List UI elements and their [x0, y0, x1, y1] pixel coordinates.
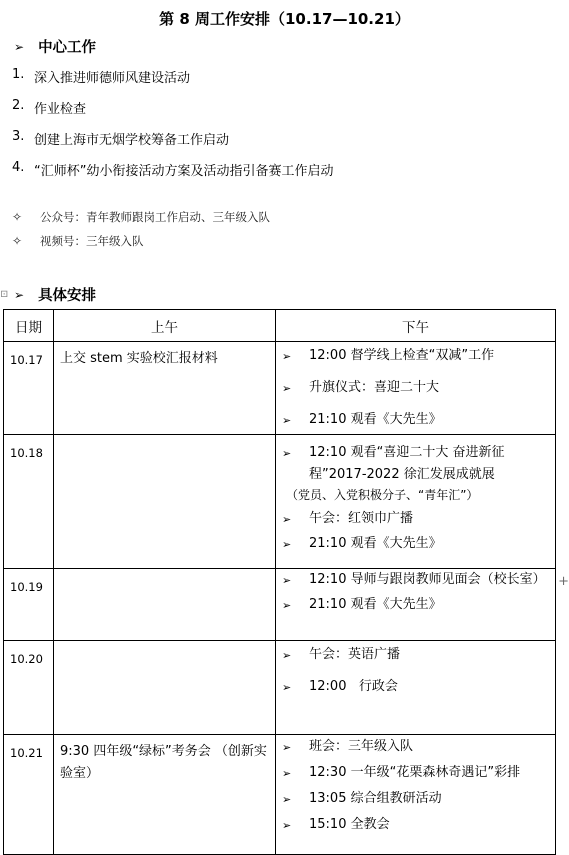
morning-cell	[54, 435, 276, 569]
column-header-date: 日期	[4, 310, 54, 342]
note-text: 公众号：青年教师跟岗工作启动、三年级入队	[40, 210, 270, 224]
date-cell: 10.18	[4, 435, 54, 569]
afternoon-cell	[276, 735, 556, 855]
afternoon-cell	[276, 342, 556, 435]
arrow-bullet-icon: ➢	[282, 819, 292, 832]
note-item	[12, 209, 270, 225]
list-item-text: “汇师杯”幼小衔接活动方案及活动指引备赛工作启动	[34, 164, 334, 179]
list-item	[12, 98, 86, 117]
paragraph-marker-icon: ⊡	[0, 289, 9, 300]
list-item: ➢ 21:10 观看《大先生》	[282, 535, 555, 554]
list-item	[12, 129, 229, 148]
morning-cell: 9:30 四年级“绿标”考务会 （创新实验室）	[54, 735, 276, 855]
date-cell: 10.21	[4, 735, 54, 855]
list-item: ➢ 升旗仪式：喜迎二十大	[282, 379, 555, 398]
arrow-bullet-icon: ➢	[282, 681, 292, 694]
note-text: 视频号：三年级入队	[40, 234, 144, 248]
list-item: ➢ 午会：英语广播	[282, 646, 555, 665]
arrow-bullet-icon: ➢	[14, 39, 25, 54]
column-header-morning: 上午	[54, 310, 276, 342]
arrow-bullet-icon: ➢	[282, 649, 292, 662]
arrow-bullet-icon: ➢	[282, 513, 292, 526]
table-row	[4, 435, 556, 569]
list-item	[12, 160, 333, 179]
date-cell: 10.20	[4, 641, 54, 735]
afternoon-cell	[276, 569, 556, 641]
section-heading-label: 具体安排	[38, 288, 97, 304]
page-title: 第 8 周工作安排（10.17—10.21）	[159, 10, 410, 28]
table-row	[4, 569, 556, 641]
note-item	[12, 233, 144, 249]
arrow-bullet-icon: ➢	[282, 382, 292, 395]
arrow-bullet-icon: ➢	[282, 538, 292, 551]
afternoon-cell	[276, 435, 556, 569]
list-item: ➢ 15:10 全教会	[282, 816, 555, 835]
list-item: ➢ 12:10 导师与跟岗教师见面会（校长室）	[282, 571, 555, 590]
list-item: ➢ 班会：三年级入队	[282, 738, 555, 757]
list-item: ➢ 午会：红领巾广播	[282, 510, 555, 529]
list-item: ➢ 12:00 督学线上检查“双减”工作	[282, 347, 555, 366]
schedule-table	[3, 309, 556, 855]
table-row	[4, 641, 556, 735]
diamond-bullet-icon: ✧	[12, 210, 23, 224]
list-item-number: 1.	[12, 67, 25, 82]
arrow-bullet-icon: ➢	[282, 599, 292, 612]
audience-note: （党员、入党积极分子、“青年汇”）	[286, 488, 479, 502]
list-item: ➢ 13:05 综合组教研活动	[282, 790, 555, 809]
section-heading-label: 中心工作	[38, 40, 97, 56]
date-cell: 10.17	[4, 342, 54, 435]
afternoon-cell	[276, 641, 556, 735]
list-item-number: 4.	[12, 160, 25, 175]
date-cell: 10.19	[4, 569, 54, 641]
table-row	[4, 342, 556, 435]
list-item-number: 3.	[12, 129, 25, 144]
list-item: ➢ 12:00 行政会	[282, 678, 555, 697]
list-item-number: 2.	[12, 98, 25, 113]
list-item: ➢ 21:10 观看《大先生》	[282, 411, 555, 430]
morning-cell: 上交 stem 实验校汇报材料	[54, 342, 276, 435]
list-item: ➢ 21:10 观看《大先生》	[282, 596, 555, 615]
arrow-bullet-icon: ➢	[282, 447, 292, 460]
section-heading-center-work	[14, 36, 96, 57]
morning-cell	[54, 569, 276, 641]
arrow-bullet-icon: ➢	[282, 767, 292, 780]
arrow-bullet-icon: ➢	[282, 741, 292, 754]
arrow-bullet-icon: ➢	[14, 287, 25, 302]
list-item: ➢ 12:10 观看“喜迎二十大 奋进新征程”2017-2022 徐汇发展成就展	[282, 442, 555, 486]
arrow-bullet-icon: ➢	[282, 793, 292, 806]
list-item-text: 作业检查	[34, 102, 87, 117]
arrow-bullet-icon: ➢	[282, 574, 292, 587]
table-header-row	[4, 310, 556, 342]
list-item	[12, 67, 190, 86]
arrow-bullet-icon: ➢	[282, 414, 292, 427]
column-header-afternoon: 下午	[276, 310, 556, 342]
list-item-text: 深入推进师德师风建设活动	[34, 71, 191, 86]
add-row-icon[interactable]: +	[558, 574, 569, 589]
arrow-bullet-icon: ➢	[282, 350, 292, 363]
diamond-bullet-icon: ✧	[12, 234, 23, 248]
section-heading-schedule	[14, 284, 96, 305]
morning-cell	[54, 641, 276, 735]
table-row	[4, 735, 556, 855]
list-item: ➢ 12:30 一年级“花栗森林奇遇记”彩排	[282, 764, 555, 783]
list-item-text: 创建上海市无烟学校筹备工作启动	[34, 133, 230, 148]
